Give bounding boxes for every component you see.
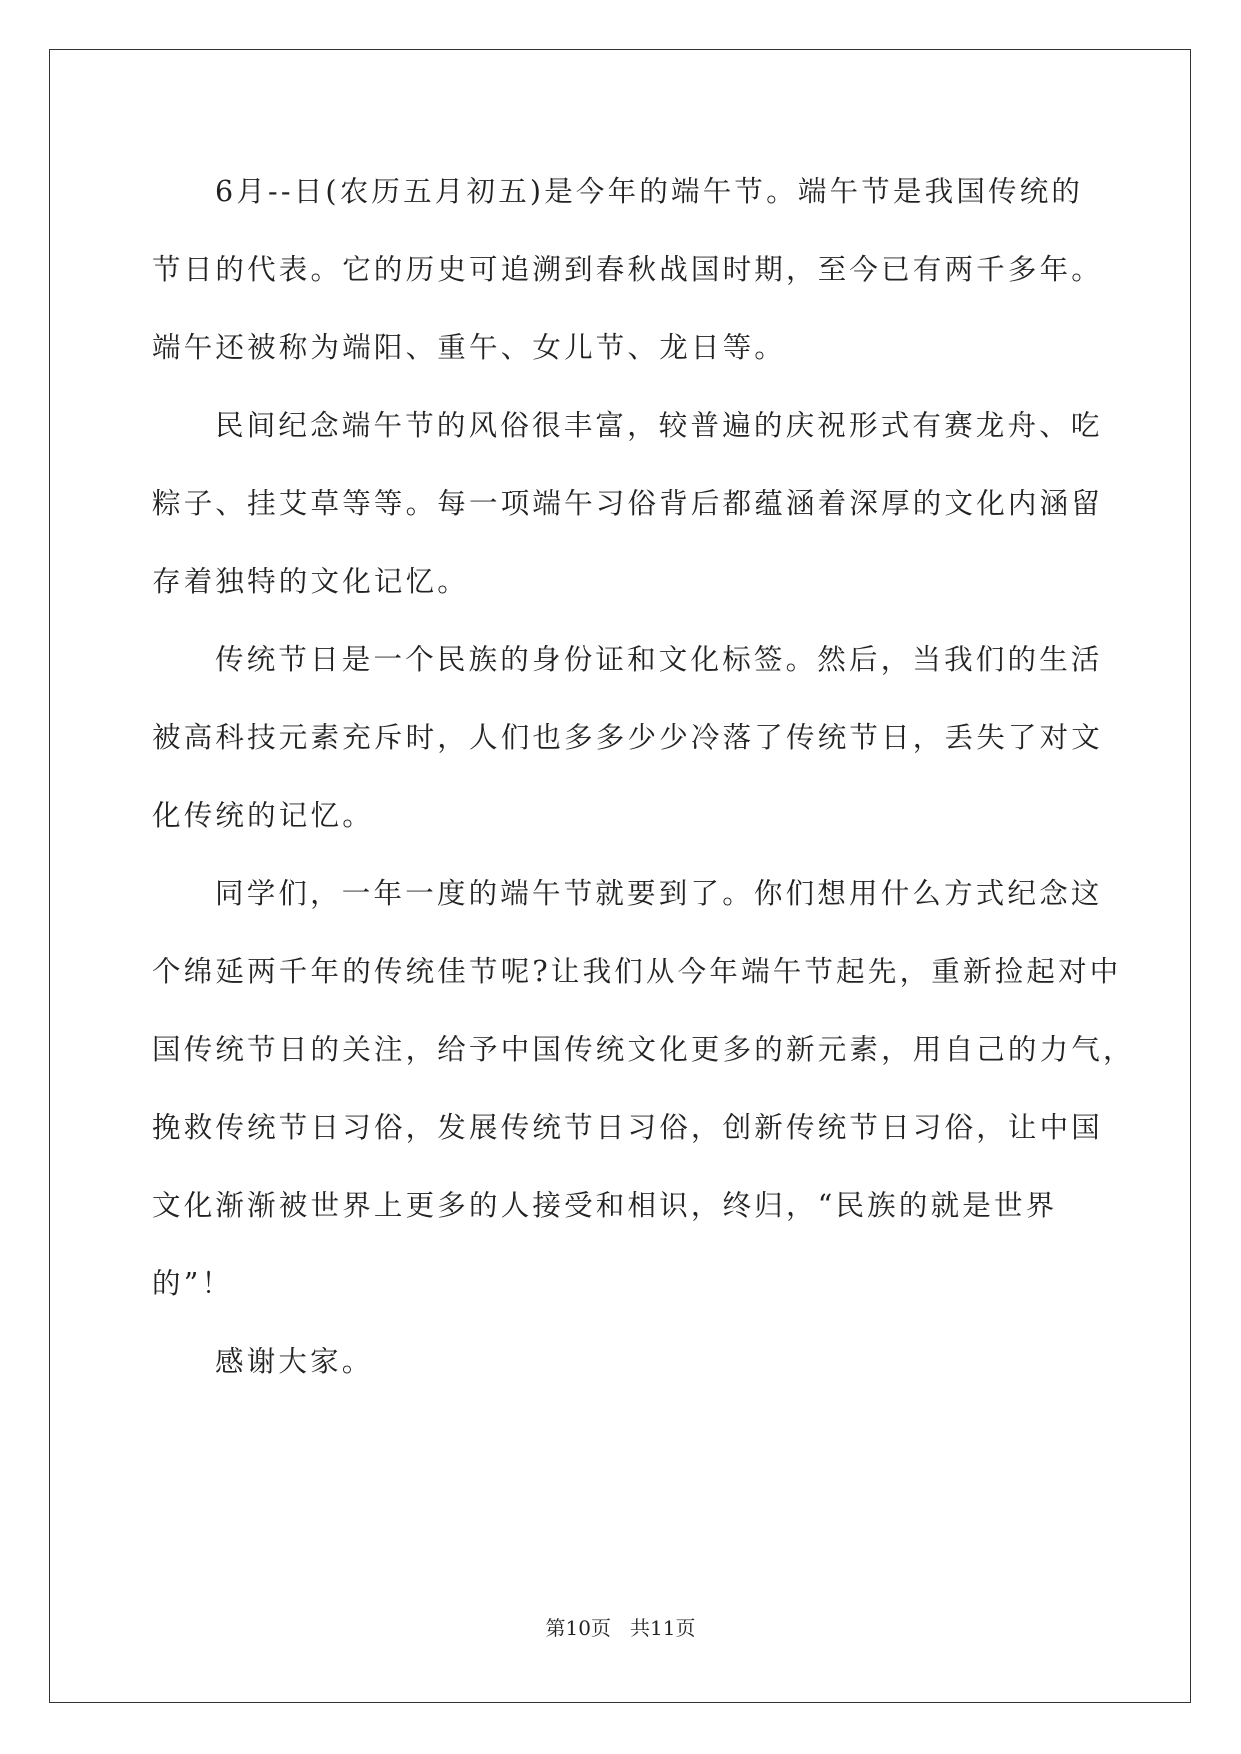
page-footer — [0, 1612, 1241, 1641]
paragraph-4 — [152, 862, 1135, 1330]
text-line: 存着独特的文化记忆。 — [152, 565, 470, 598]
text-line: 的”！ — [152, 1267, 234, 1300]
text-line: 粽子、挂艾草等等。每一项端午习俗背后都蕴涵着深厚的文化内涵留 — [152, 487, 1104, 520]
document-body — [152, 160, 1135, 1408]
text-line: 挽救传统节日习俗，发展传统节日习俗，创新传统节日习俗，让中国 — [152, 1111, 1104, 1144]
text-line: 6月--日(农历五月初五)是今年的端午节。端午节是我国传统的 — [215, 175, 1084, 208]
text-line: 被高科技元素充斥时，人们也多多少少冷落了传统节日，丢失了对文 — [152, 721, 1104, 754]
page-number: 第10页 — [545, 1616, 611, 1640]
text-line: 化传统的记忆。 — [152, 799, 374, 832]
text-line: 感谢大家。 — [215, 1345, 374, 1378]
page-total: 共11页 — [630, 1616, 696, 1640]
text-line: 节日的代表。它的历史可追溯到春秋战国时期，至今已有两千多年。 — [152, 253, 1104, 286]
paragraph-3 — [152, 628, 1104, 862]
text-line: 民间纪念端午节的风俗很丰富，较普遍的庆祝形式有赛龙舟、吃 — [215, 409, 1103, 442]
text-line: 个绵延两千年的传统佳节呢?让我们从今年端午节起先，重新捡起对中 — [152, 955, 1122, 988]
paragraph-5 — [152, 1330, 1092, 1408]
paragraph-1 — [152, 160, 1104, 394]
paragraph-2 — [152, 394, 1104, 628]
text-line: 端午还被称为端阳、重午、女儿节、龙日等。 — [152, 331, 787, 364]
text-line: 传统节日是一个民族的身份证和文化标签。然后，当我们的生活 — [215, 643, 1103, 676]
text-line: 国传统节日的关注，给予中国传统文化更多的新元素，用自己的力气， — [152, 1033, 1135, 1066]
text-line: 文化渐渐被世界上更多的人接受和相识，终归，“民族的就是世界 — [152, 1189, 1058, 1222]
text-line: 同学们，一年一度的端午节就要到了。你们想用什么方式纪念这 — [215, 877, 1103, 910]
